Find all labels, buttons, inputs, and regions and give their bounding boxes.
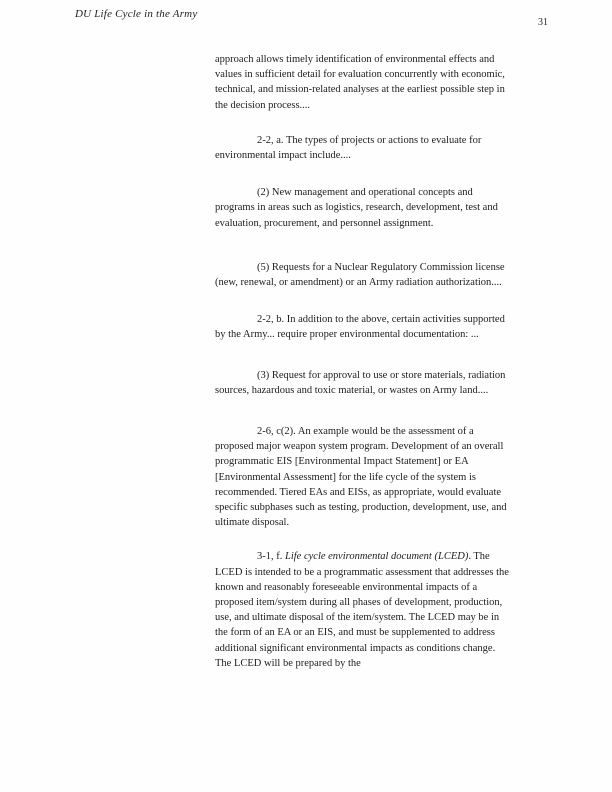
paragraph-3-1-f-italic-title: Life cycle environmental document (LCED): [285, 551, 469, 563]
paragraph-item-2: (2) New management and operational concepts and programs in areas such as logistics, research, development, test and evaluation, procurement, and personnel assignment.: [215, 187, 498, 229]
paragraph-3-1-f-rest: . The LCED is intended to be a programmatic assessment that addresses the known and reasonably foreseeable environmental impacts of a proposed item/system during all phases of development, production, use, and ultimate disposal of the item/system. The LCED may be in the form of an EA or an EIS, and must be supplemented to address additional significant environmental impacts as conditions change. The LCED will be prepared by the: [215, 551, 509, 669]
running-header-title: DU Life Cycle in the Army: [75, 8, 198, 20]
page-number: 31: [538, 17, 548, 28]
paragraph-2-2-b: 2-2, b. In addition to the above, certain activities supported by the Army... require proper environmental documentation: ...: [215, 314, 505, 341]
paragraph-2-6-c2: 2-6, c(2). An example would be the assessment of a proposed major weapon system program. Development of an overall programmatic EIS [Environmental Impact Statement] or EA [Environmental Assessment] for the life cycle of the system is recommended. Tiered EAs and EISs, as appropriate, would evaluate specific subphases such as testing, production, development, use, and ultimate disposal.: [215, 426, 507, 529]
document-body: [215, 52, 511, 671]
paragraph-continuation: approach allows timely identification of environmental effects and values in sufficient detail for evaluation concurrently with economic, technical, and mission-related analyses at the earliest possible step in the decision process....: [215, 54, 505, 111]
paragraph-item-5: (5) Requests for a Nuclear Regulatory Commission license (new, renewal, or amendment) or an Army radiation authorization....: [215, 261, 505, 289]
paragraph-3-1-f-prefix: 3-1, f.: [257, 551, 285, 563]
paragraph-2-2-a: 2-2, a. The types of projects or actions to evaluate for environmental impact include....: [215, 134, 482, 162]
paragraph-3-1-f: [215, 549, 511, 671]
paragraph-item-3: (3) Request for approval to use or store materials, radiation sources, hazardous and toxic material, or wastes on Army land....: [215, 369, 506, 396]
